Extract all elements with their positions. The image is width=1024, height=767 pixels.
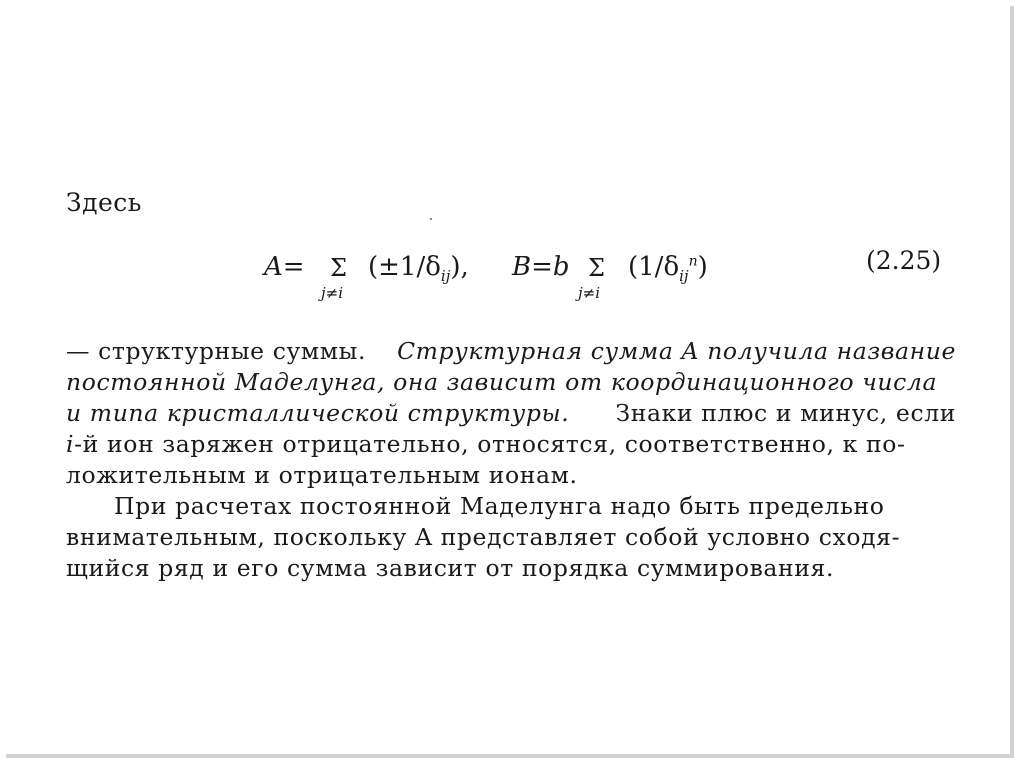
paragraph2-line1: При расчетах постоянной Маделунга надо быть предельно <box>114 492 885 520</box>
formula-b-lhs: B=b <box>512 252 570 282</box>
equation-number: (2.25) <box>866 246 942 275</box>
formula-b-sub: ij <box>679 267 689 286</box>
sigma-a: Σ <box>330 254 347 282</box>
formula-b-term: $(1/\delta_{ij}^n)$ <box>628 252 708 286</box>
formula-b-sup: n <box>688 253 698 270</box>
p1-l4-text: -й ион заряжен отрицательно, относятся, соответственно, к по- <box>74 430 906 458</box>
paragraph1-line1 <box>66 336 956 367</box>
intro-word: Здесь <box>66 188 142 217</box>
p1-l1-plain: — структурные суммы. <box>66 337 367 365</box>
sigma-b: Σ <box>588 254 605 282</box>
formula-a-lhs: A= <box>264 252 305 282</box>
formula-a-term: $(\pm 1/\delta_{ij})$, <box>368 252 469 286</box>
paragraph1-line3 <box>66 398 956 429</box>
paragraph1-line5: ложительным и отрицательным ионам. <box>66 461 578 489</box>
scan-speck <box>430 218 432 220</box>
paragraph1-line2: постоянной Маделунга, она зависит от координационного числа <box>66 368 938 396</box>
p1-l3-italic: и типа кристаллической структуры. <box>66 399 570 427</box>
paragraph1-line4 <box>66 429 956 460</box>
sum-index-a: j≠i <box>321 284 344 302</box>
formula-2-25 <box>0 246 1024 306</box>
p1-l3-plain: Знаки плюс и минус, если <box>615 399 956 427</box>
p1-l1-italic: Структурная сумма A получила название <box>397 337 956 365</box>
sum-index-b: j≠i <box>578 284 601 302</box>
formula-a-sub: ij <box>440 267 451 286</box>
body-text <box>66 336 956 584</box>
paragraph2-line2: внимательным, поскольку A представляет собой условно сходя- <box>66 523 901 551</box>
p1-l4-index: i <box>66 430 75 458</box>
paragraph2-line3: щийся ряд и его сумма зависит от порядка суммирования. <box>66 554 835 582</box>
